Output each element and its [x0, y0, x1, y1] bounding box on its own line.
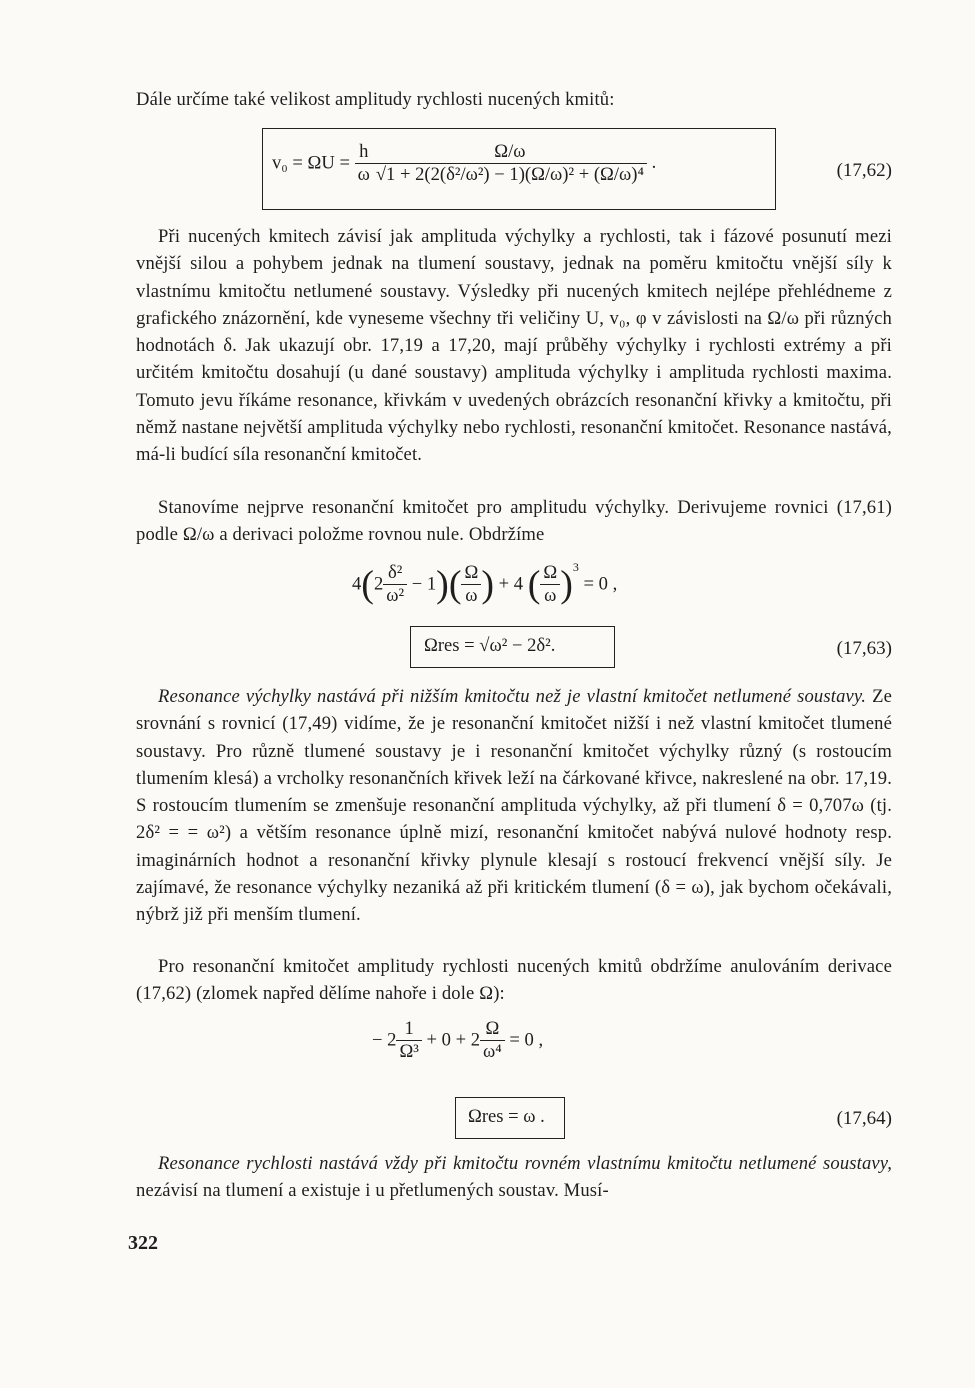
- equation-derivative-displacement: 4(2 $\frac{\text{δ²}}{\text{ω²}}$ − 1)( $\frac{\Omega}{\omega}$ ) + 4 ( $\frac{\Omega}{\omega}$ )$^3$ = 0 ,: [352, 560, 618, 607]
- paragraph-derivation: Stanovíme nejprve resonanční kmitočet pro amplitudu výchylky. Derivujeme rovnici (17,61) podle Ω/ω a derivaci položme rovnou nule. Obdržíme: [136, 497, 892, 546]
- eq-62-lhs: v₀ = ΩU =: [272, 152, 355, 174]
- paragraph-resonance-intro: Při nucených kmitech závisí jak amplituda výchylky a rychlosti, tak i fázové posunutí mezi vnější silou a pohybem jednak na tlumení soustavy, jednak na poměru kmitočtu vnější síly k vlastnímu kmitočtu netlumené soustavy. Výsledky při nucených kmitech nejlépe přehlédneme z grafického znázornění, kde vyneseme všechny tři veličiny U, v₀, φ v závislosti na Ω/ω při různých hodnotách δ. Jak ukazují obr. 17,19 a 17,20, mají průběhy výchylky i rychlosti extrémy a při určitém kmitočtu dosahují (u dané soustavy) amplituda výchylky i amplituda rychlosti maxima. Tomuto jevu říkáme resonance, křivkám v uvedených obrázcích resonanční křivky a kmitočtu, při němž nastane největší amplituda výchylky nebo rychlosti, resonanční kmitočet. Resonance nastává, má-li budící síla resonanční kmitočet.: [136, 226, 892, 466]
- equation-17-63: Ωres = √ω² − 2δ².: [424, 635, 556, 656]
- paragraph-velocity-conclusion-emphasis: Resonance rychlosti nastává vždy při kmitočtu rovném vlastnímu kmitočtu netlumené soustavy,: [158, 1153, 892, 1174]
- paragraph-velocity-conclusion: Resonance rychlosti nastává vždy při kmitočtu rovném vlastnímu kmitočtu netlumené soustavy, nezávisí na tlumení a existuje i u přetlumených soustav. Musí-: [136, 1153, 892, 1202]
- paragraph-displacement-resonance-emphasis: Resonance výchylky nastává při nižším kmitočtu než je vlastní kmitočet netlumené soustavy.: [158, 686, 867, 707]
- equation-number-17-63: (17,63): [836, 638, 892, 659]
- equation-number-17-62: (17,62): [836, 160, 892, 181]
- paragraph-displacement-resonance: Resonance výchylky nastává při nižším kmitočtu než je vlastní kmitočet netlumené soustavy. Ze srovnání s rovnicí (17,49) vidíme, že je resonanční kmitočet nižší i než vlastní kmitočet tlumené soustavy. Pro různě tlumené soustavy je i resonanční kmitočet výchylky různý (s rostoucím tlumením klesá) a vrcholky resonančních křivek leží na čárkované křivce, nakreslené na obr. 17,19. S rostoucím tlumením se zmenšuje resonanční amplituda výchylky, až při tlumení δ = 0,707ω (tj. 2δ² = = ω²) a větším resonance úplně mizí, resonanční kmitočet nabývá nulové hodnoty resp. imaginárních hodnot a resonanční křivky plynule klesají s rostoucí frekvencí vnější síly. Je zajímavé, že resonance výchylky nezaniká až při kritickém tlumení (δ = ω), jak bychom očekávali, nýbrž již při menším tlumení.: [136, 686, 893, 926]
- intro-text: Dále určíme také velikost amplitudy rychlosti nucených kmitů:: [136, 89, 615, 110]
- equation-17-62: v₀ = ΩU = $\frac{h}{\omega}$ $\frac{\Omega/\omega}{\text{√1 + 2(2(δ²/ω²) − 1)(Ω/ω)² + (Ω/ω)⁴}}$ .: [272, 141, 657, 185]
- equation-derivative-velocity: − 2 $\frac{1}{\text{Ω³}}$ + 0 + 2 $\frac{\Omega}{\text{ω⁴}}$ = 0 ,: [372, 1018, 544, 1062]
- equation-17-64: Ωres = ω .: [468, 1106, 545, 1127]
- equation-number-17-64: (17,64): [836, 1108, 892, 1129]
- page-number: 322: [128, 1232, 158, 1254]
- eq-62-h-over-omega: $\frac{h}{\omega}$: [355, 141, 373, 186]
- paragraph-velocity-resonance: Pro resonanční kmitočet amplitudy rychlosti nucených kmitů obdržíme anulováním derivace (17,62) (zlomek napřed dělíme nahoře i dole Ω):: [136, 956, 892, 1005]
- eq-62-main-fraction: $\frac{\Omega/\omega}{\text{√1 + 2(2(δ²/ω²) − 1)(Ω/ω)² + (Ω/ω)⁴}}$: [373, 141, 647, 186]
